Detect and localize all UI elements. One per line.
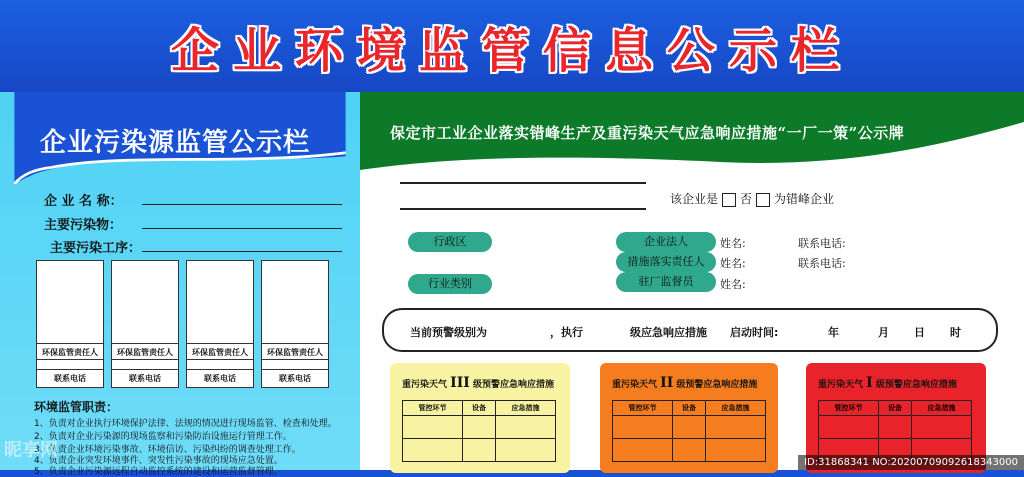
pill-industry: 行业类别 (408, 274, 492, 294)
name-label: 姓名: (720, 257, 746, 270)
pill-district: 行政区 (408, 232, 492, 252)
duty-item: 3、负责企业环境污染事故、环境信访、污染纠纷的调查处理工作。 (34, 445, 301, 455)
alert-bar: 当前预警级别为 ，执行 级应急响应措施 启动时间: 年 月 日 时 (382, 308, 998, 352)
main-title: 企业环境监管信息公示栏 (170, 23, 853, 79)
card-title: 重污染天气 I 级预警应急响应措施 (818, 375, 957, 391)
top-banner (0, 0, 1024, 92)
card-title: 重污染天气 II 级预警应急响应措施 (612, 375, 758, 391)
box-label-responsible: 环保监管责任人 (267, 348, 323, 357)
duty-item: 5、负责企业污染源远程自动监控系统的建设和运营监督管理。 (34, 467, 283, 477)
field-line[interactable] (142, 204, 342, 205)
card-table: 管控环节 设备 应急措施 (818, 400, 972, 462)
box-label-responsible: 环保监管责任人 (42, 348, 98, 357)
box-label-responsible: 环保监管责任人 (117, 348, 173, 357)
name-label: 姓名: (720, 237, 746, 250)
box-label-phone: 联系电话 (204, 374, 236, 383)
field-company-name: 企 业 名 称： (44, 194, 123, 209)
enterprise-question: 该企业是 否 为错峰企业 (670, 192, 835, 206)
box-label-phone: 联系电话 (54, 374, 86, 383)
duty-item: 2、负责对企业污染源的现场监察和污染防治设施运行管理工作。 (34, 432, 292, 442)
box-label-phone: 联系电话 (279, 374, 311, 383)
photo-box[interactable] (36, 260, 104, 388)
right-panel (360, 92, 1024, 470)
blank-line[interactable] (400, 182, 646, 184)
field-pollution-process: 主要污染工序： (50, 241, 142, 256)
card-table: 管控环节 设备 应急措施 (612, 400, 766, 462)
name-label: 姓名: (720, 278, 746, 291)
yes-checkbox[interactable] (722, 193, 736, 207)
watermark-logo: 昵享网 (4, 440, 58, 461)
box-label-responsible: 环保监管责任人 (192, 348, 248, 357)
card-level-3 (390, 363, 570, 473)
box-label-phone: 联系电话 (129, 374, 161, 383)
field-line[interactable] (142, 228, 342, 229)
duty-item: 4、负责企业突发环境事件、突发性污染事故的现场应急处置。 (34, 456, 283, 466)
watermark-id: ID:31868341 NO:20200709092618343000 (798, 455, 1024, 470)
blank-line[interactable] (400, 208, 646, 210)
pill-measure-person: 措施落实责任人 (616, 252, 716, 272)
right-title: 保定市工业企业落实错峰生产及重污染天气应急响应措施“一厂一策”公示牌 (390, 124, 905, 142)
photo-box[interactable] (186, 260, 254, 388)
photo-box[interactable] (111, 260, 179, 388)
card-table: 管控环节 设备 应急措施 (402, 400, 556, 462)
field-line[interactable] (142, 251, 342, 252)
duty-title: 环境监管职责： (34, 400, 119, 414)
card-level-2 (600, 363, 778, 473)
phone-label: 联系电话: (798, 257, 846, 270)
no-checkbox[interactable] (756, 193, 770, 207)
pill-legal-person: 企业法人 (616, 232, 716, 252)
pill-supervisor: 驻厂监督员 (616, 272, 716, 292)
left-title: 企业污染源监管公示栏 (40, 128, 311, 158)
card-title: 重污染天气 III 级预警应急响应措施 (402, 375, 554, 391)
photo-box[interactable] (261, 260, 329, 388)
duty-item: 1、负责对企业执行环境保护法律、法规的情况进行现场监管、检查和处理。 (34, 419, 337, 429)
field-main-pollutant: 主要污染物： (44, 218, 123, 233)
phone-label: 联系电话: (798, 237, 846, 250)
